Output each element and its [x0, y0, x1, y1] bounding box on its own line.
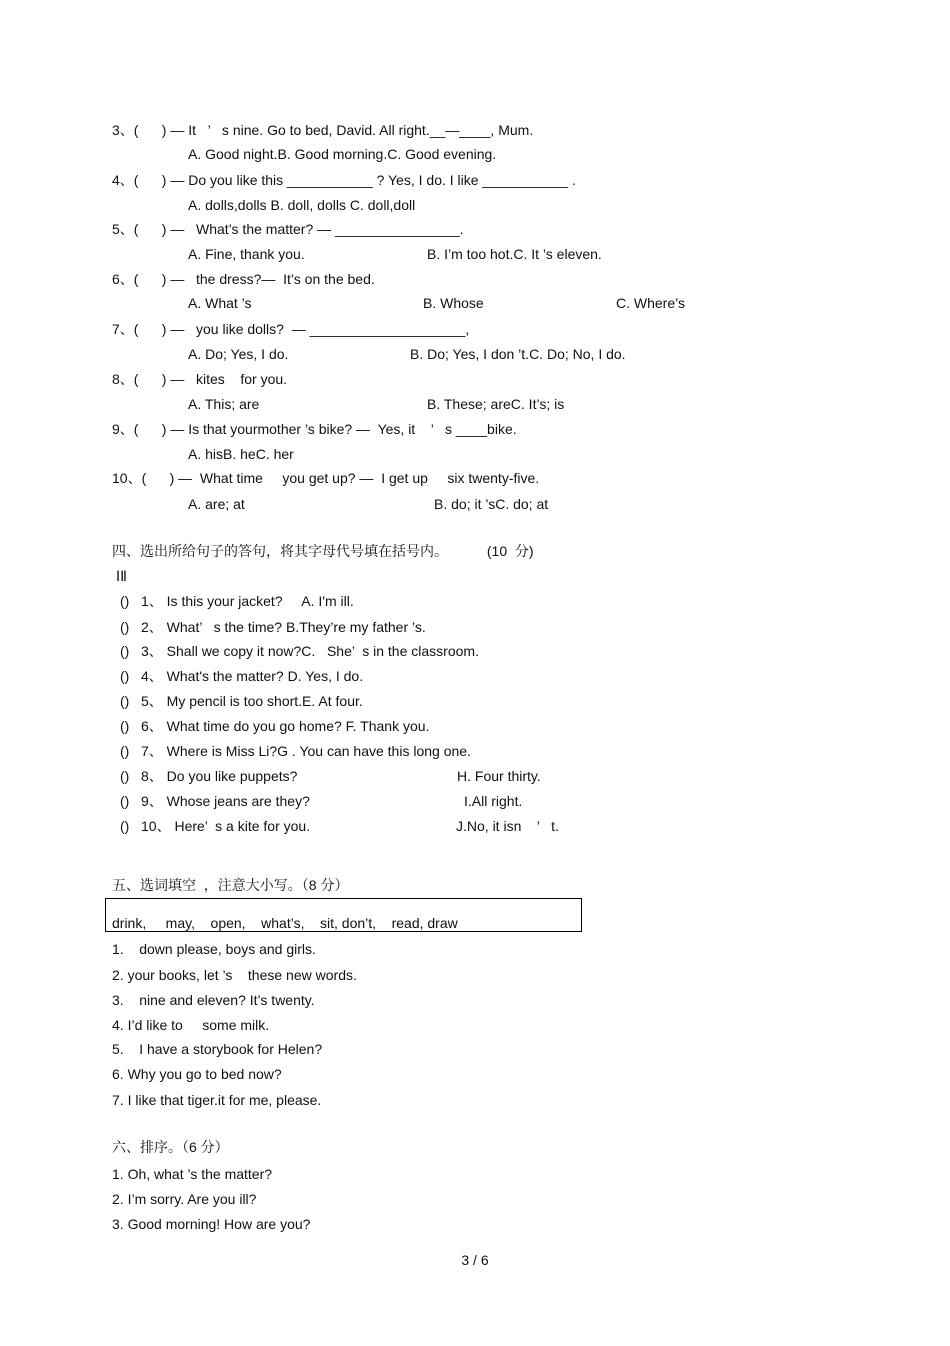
match-item-1: () 1、 Is this your jacket? A. I'm ill.	[120, 593, 354, 609]
match-answer-j: J.No, it isn ’ t.	[456, 818, 559, 834]
match-item-5: () 5、 My pencil is too short.E. At four.	[120, 693, 363, 709]
question-6-option-b: B. Whose	[423, 295, 484, 311]
section-5-title: 五、选词填空 ，注意大小写。（8 分）	[112, 877, 349, 893]
question-10: 10、( ) — What time you get up? — I get up six twenty-five.	[112, 470, 540, 486]
order-item-3: 3. Good morning! How are you?	[112, 1216, 311, 1232]
word-bank: drink, may, open, what’s, sit, don’t, read, draw	[112, 915, 458, 931]
question-3: 3、( ) — It ’ s nine. Go to bed, David. All right.__—____, Mum.	[112, 122, 534, 138]
question-4: 4、( ) — Do you like this ___________ ? Yes, I do. I like ___________ .	[112, 172, 576, 188]
fill-item-2: 2. your books, let ’s these new words.	[112, 967, 357, 983]
order-item-1: 1. Oh, what ’s the matter?	[112, 1166, 273, 1182]
section-6-title: 六、排序。（6 分）	[112, 1139, 229, 1155]
fill-item-1: 1. down please, boys and girls.	[112, 941, 316, 957]
match-item-4: () 4、 What's the matter? D. Yes, I do.	[120, 668, 364, 684]
match-item-10: () 10、 Here’ s a kite for you.	[120, 818, 311, 834]
question-10-option-bc: B. do; it ’sC. do; at	[434, 496, 549, 512]
match-answer-h: H. Four thirty.	[457, 768, 541, 784]
fill-item-3: 3. nine and eleven? It’s twenty.	[112, 992, 315, 1008]
question-6-option-a: A. What ’s	[188, 295, 252, 311]
question-7-option-a: A. Do; Yes, I do.	[188, 346, 289, 362]
question-6: 6、( ) — the dress?— It’s on the bed.	[112, 271, 375, 287]
section-4-column-labels: ⅠⅡ	[116, 568, 128, 584]
question-9-options: A. hisB. heC. her	[188, 446, 294, 462]
question-9: 9、( ) — Is that yourmother ’s bike? — Yes, it ’ s ____bike.	[112, 421, 517, 437]
question-7: 7、( ) — you like dolls? — ____________________,	[112, 321, 470, 337]
fill-item-5: 5. I have a storybook for Helen?	[112, 1041, 323, 1057]
order-item-2: 2. I’m sorry. Are you ill?	[112, 1191, 257, 1207]
question-4-options: A. dolls,dolls B. doll, dolls C. doll,doll	[188, 197, 416, 213]
match-item-8: () 8、 Do you like puppets?	[120, 768, 298, 784]
fill-item-6: 6. Why you go to bed now?	[112, 1066, 282, 1082]
question-5: 5、( ) — What’s the matter? — ________________.	[112, 221, 464, 237]
question-10-option-a: A. are; at	[188, 496, 245, 512]
question-3-options: A. Good night.B. Good morning.C. Good evening.	[188, 146, 497, 162]
question-6-option-c: C. Where’s	[616, 295, 685, 311]
fill-item-7: 7. I like that tiger.it for me, please.	[112, 1092, 322, 1108]
match-item-7: () 7、 Where is Miss Li?G . You can have this long one.	[120, 743, 471, 759]
match-item-3: () 3、 Shall we copy it now?C. She’ s in the classroom.	[120, 643, 479, 659]
fill-item-4: 4. I’d like to some milk.	[112, 1017, 270, 1033]
match-item-2: () 2、 What’ s the time? B.They’re my father ’s.	[120, 619, 426, 635]
match-item-6: () 6、 What time do you go home? F. Thank you.	[120, 718, 430, 734]
section-4-title: 四、选出所给句子的答句，将其字母代号填在括号内。 (10 分)	[112, 543, 534, 559]
question-8: 8、( ) — kites for you.	[112, 371, 288, 387]
question-5-option-bc: B. I’m too hot.C. It ’s eleven.	[427, 246, 602, 262]
question-5-option-a: A. Fine, thank you.	[188, 246, 305, 262]
page-number: 3 / 6	[461, 1252, 489, 1268]
match-item-9: () 9、 Whose jeans are they?	[120, 793, 310, 809]
question-8-option-a: A. This; are	[188, 396, 260, 412]
question-7-option-bc: B. Do; Yes, I don ’t.C. Do; No, I do.	[410, 346, 626, 362]
match-answer-i: I.All right.	[464, 793, 523, 809]
question-8-option-bc: B. These; areC. It’s; is	[427, 396, 565, 412]
